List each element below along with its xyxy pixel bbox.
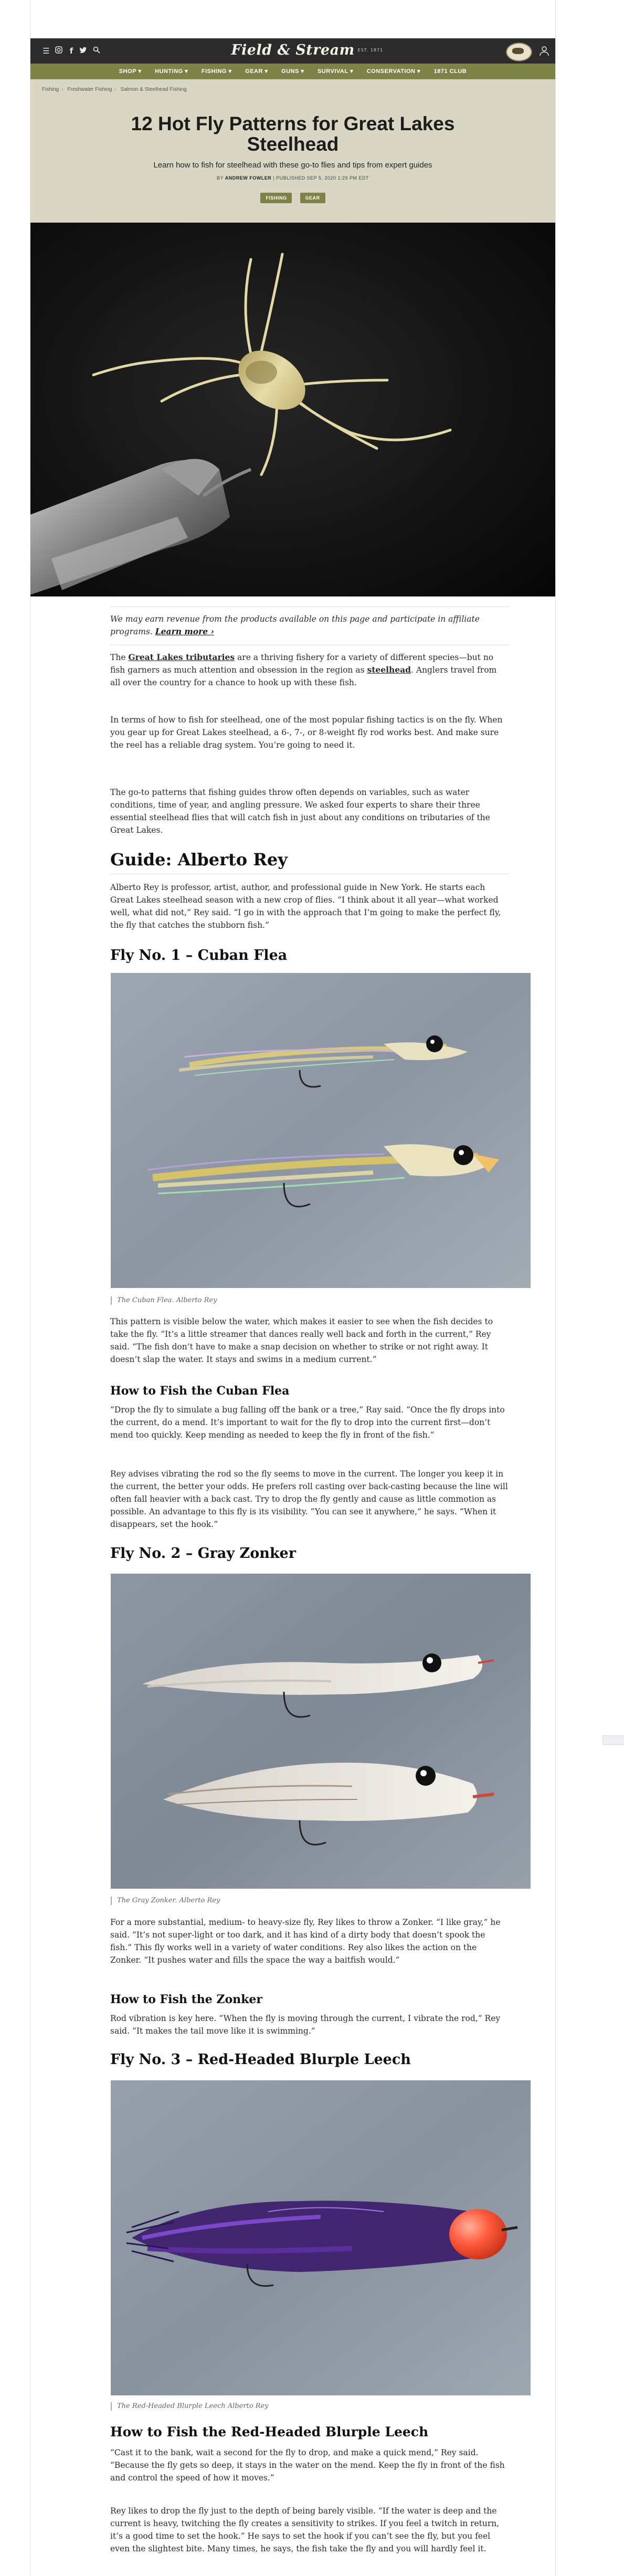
- main-nav: [30, 64, 555, 79]
- steelhead-link[interactable]: steelhead: [367, 665, 411, 675]
- breadcrumb: [42, 87, 189, 92]
- learn-more-link[interactable]: Learn more ›: [155, 626, 214, 636]
- nav-item-fishing[interactable]: FISHING ▾: [201, 68, 232, 75]
- fly-1-text: This pattern is visible below the water, which makes it easier to see when the fish decides to take the fly. “It’s a little streamer that dances really well back and forth in the current,” Rey said. “The fish don’t have to make a snap decision on whether to strike or not right away. It doesn’t slap the water. It stays and swims in a medium current.”: [110, 1317, 493, 1364]
- intro-text: The go-to patterns that fishing guides throw often depends on variables, such as water conditions, time of year, and angling pressure. We asked four experts to share their three essential steelhead flies that will catch fish in just about any conditions on tributaries of the Great Lakes.: [110, 788, 490, 835]
- user-account-icon[interactable]: [538, 45, 550, 57]
- breadcrumb-separator: ›: [61, 87, 64, 92]
- article-dek: Learn how to fish for steelhead with these go-to flies and tips from expert guides: [153, 161, 432, 170]
- fly-3-how-paragraph-1: [110, 2446, 509, 2484]
- fly-1-heading: [110, 947, 509, 964]
- fly-1-how-paragraph-1: [110, 1404, 509, 1441]
- fly-2-how-title: How to Fish the Zonker: [110, 1993, 262, 2006]
- tag-fishing[interactable]: FISHING: [260, 193, 292, 203]
- site-name: Field & Stream: [231, 42, 355, 58]
- cuban-flea-caption: The Cuban Flea. Alberto Rey: [111, 1296, 217, 1305]
- page-title: 12 Hot Fly Patterns for Great Lakes Steelhead: [131, 113, 455, 155]
- fly-3-how-title: How to Fish the Red-Headed Blurple Leech: [110, 2424, 429, 2439]
- gray-zonker-image: [111, 1574, 531, 1889]
- tag-list: [30, 192, 555, 203]
- fly-1-description: [110, 1315, 509, 1366]
- fly-3-how-text: “Cast it to the bank, wait a second for the fly to drop, and make a quick mend,” Rey said. “Because the fly gets so deep, it stays in the water on the mend. Keep the fly in front of the fish and control the speed of how it moves.”: [110, 2448, 505, 2483]
- fly-2-title: Fly No. 2 – Gray Zonker: [110, 1545, 296, 1562]
- nav-item-1871-club[interactable]: 1871 CLUB: [433, 68, 467, 75]
- great-lakes-tributaries-link[interactable]: Great Lakes tributaries: [128, 652, 235, 662]
- intro-paragraph-3: [110, 786, 509, 836]
- article-header: [30, 79, 555, 223]
- fly-3-how-text: Rey likes to drop the fly just to the depth of being barely visible. “If the water is deep and the current is heavy, twitching the fly creates a sensitivity to strikes. If you feel a twitch in return, it’s a good time to set the hook.” He says to set the hook if you can’t see the fly, but you feel even the slightest bite. Many times, he says, the fish take the fly and you will hardly feel it.: [110, 2506, 500, 2553]
- fly-2-how-paragraph: [110, 2012, 509, 2037]
- hero-fly-image: [30, 223, 555, 596]
- intro-paragraph-1: [110, 651, 509, 689]
- intro-text: are a thriving fishery for a variety of different species—but no fish garners as much attention and obsession in the region as: [110, 653, 494, 675]
- fly-1-how-title: How to Fish the Cuban Flea: [110, 1384, 290, 1398]
- nav-item-conservation[interactable]: CONSERVATION ▾: [366, 68, 421, 75]
- fly-2-how-text: Rod vibration is key here. “When the fly is moving through the current, I vibrate the rod,” Rey said. “It makes the tail move like it is swimming.”: [110, 2014, 501, 2036]
- guide-bio: [110, 881, 509, 931]
- fly-2-description: [110, 1916, 509, 1966]
- fly-2-text: For a more substantial, medium- to heavy-size fly, Rey likes to throw a Zonker. “I like gray,” he said. “It’s not super-light or too dark, and it has kind of a dirty body that doesn’t spook the fish.” This fly works well in a variety of water conditions. Rey also likes the action on the Zonker. “It pushes water and fills the space the way a baitfish would.”: [110, 1918, 501, 1965]
- breadcrumb-fishing[interactable]: Fishing: [42, 87, 59, 92]
- fly-3-heading: [110, 2051, 509, 2068]
- fly-3-title: Fly No. 3 – Red-Headed Blurple Leech: [110, 2051, 411, 2068]
- fly-2-how-heading: [110, 1993, 509, 2006]
- intro-paragraph-2: [110, 714, 509, 751]
- fly-1-how-text: Rey advises vibrating the rod so the fly seems to move in the current. The longer you keep it in the current, the better your odds. He prefers roll casting over back-casting because the line will often fall heavier with a back cast. Try to drop the fly gently and cause as little commotion as possible. An advantage to this fly is its visibility. “You can see it anywhere,” he says. “When it disappears, set the hook.”: [110, 1469, 508, 1529]
- guide-title: Guide: Alberto Rey: [110, 850, 288, 870]
- fly-1-how-text: “Drop the fly to simulate a bug falling off the bank or a tree,” Ray said. “Once the fly drops into the current, do a mend. It’s important to wait for the fly to drop into the current first—don’t mend too quickly. Keep mending as needed to keep the fly in front of the fish.”: [110, 1405, 505, 1440]
- byline: BY ANDREW FOWLER | PUBLISHED SEP 5, 2020 1:29 PM EDT: [216, 175, 369, 181]
- breadcrumb-separator: ›: [114, 87, 117, 92]
- page: [30, 0, 556, 2576]
- nav-item-guns[interactable]: GUNS ▾: [281, 68, 304, 75]
- site-logo[interactable]: [30, 42, 555, 58]
- tag-gear[interactable]: GEAR: [300, 193, 325, 203]
- blurple-leech-caption: The Red-Headed Blurple Leech Alberto Rey: [111, 2402, 269, 2411]
- nav-item-gear[interactable]: GEAR ▾: [245, 68, 268, 75]
- 1871-club-badge-icon[interactable]: [506, 43, 532, 61]
- nav-item-shop[interactable]: SHOP ▾: [119, 68, 142, 75]
- intro-text: In terms of how to fish for steelhead, one of the most popular fishing tactics is on the fly. When you gear up for Great Lakes steelhead, a 6-, 7-, or 8-weight fly rod works best. And make sure the reel has a reliable drag system. You’re going to need it.: [110, 715, 503, 750]
- site-tagline: EST. 1871: [357, 48, 384, 53]
- guide-bio-text: Alberto Rey is professor, artist, author, and professional guide in New York. He starts each Great Lakes steelhead season with a new crop of flies. “I think about it all year—what worked well, what did not,” Rey said. “I go in with the approach that I’m going to make the perfect fly, the fly that catches the stubborn fish.”: [110, 883, 501, 930]
- affiliate-disclosure: [110, 613, 509, 638]
- nav-item-hunting[interactable]: HUNTING ▾: [155, 68, 188, 75]
- fly-2-heading: [110, 1545, 509, 1562]
- intro-text: . Anglers travel from all over the country for a chance to hook up with these fish.: [110, 665, 497, 687]
- publish-date: PUBLISHED SEP 5, 2020 1:29 PM EDT: [276, 175, 369, 181]
- facebook-icon[interactable]: f: [69, 46, 73, 56]
- breadcrumb-salmon-steelhead[interactable]: Salmon & Steelhead Fishing: [120, 87, 187, 92]
- author-link[interactable]: ANDREW FOWLER: [225, 175, 272, 181]
- top-bar: [30, 38, 555, 64]
- divider: [110, 606, 509, 607]
- feedback-tab[interactable]: [602, 1735, 624, 1745]
- fly-1-title: Fly No. 1 – Cuban Flea: [110, 947, 288, 964]
- menu-icon[interactable]: ☰: [43, 46, 50, 56]
- fly-1-how-paragraph-2: [110, 1468, 509, 1531]
- fly-3-how-heading: [110, 2424, 509, 2439]
- guide-heading: [110, 850, 509, 870]
- fly-1-how-heading: [110, 1384, 509, 1398]
- fly-3-how-paragraph-2: [110, 2505, 509, 2555]
- nav-item-survival[interactable]: SURVIVAL ▾: [317, 68, 354, 75]
- intro-text: The: [110, 653, 129, 662]
- gray-zonker-caption: The Gray Zonker. Alberto Rey: [111, 1897, 220, 1905]
- affiliate-text: We may earn revenue from the products available on this page and participate in affiliate programs.: [110, 614, 480, 636]
- breadcrumb-freshwater[interactable]: Freshwater Fishing: [67, 87, 112, 92]
- blurple-leech-image: [111, 2080, 531, 2395]
- cuban-flea-image: [111, 973, 531, 1288]
- byline-prefix: BY: [216, 175, 224, 181]
